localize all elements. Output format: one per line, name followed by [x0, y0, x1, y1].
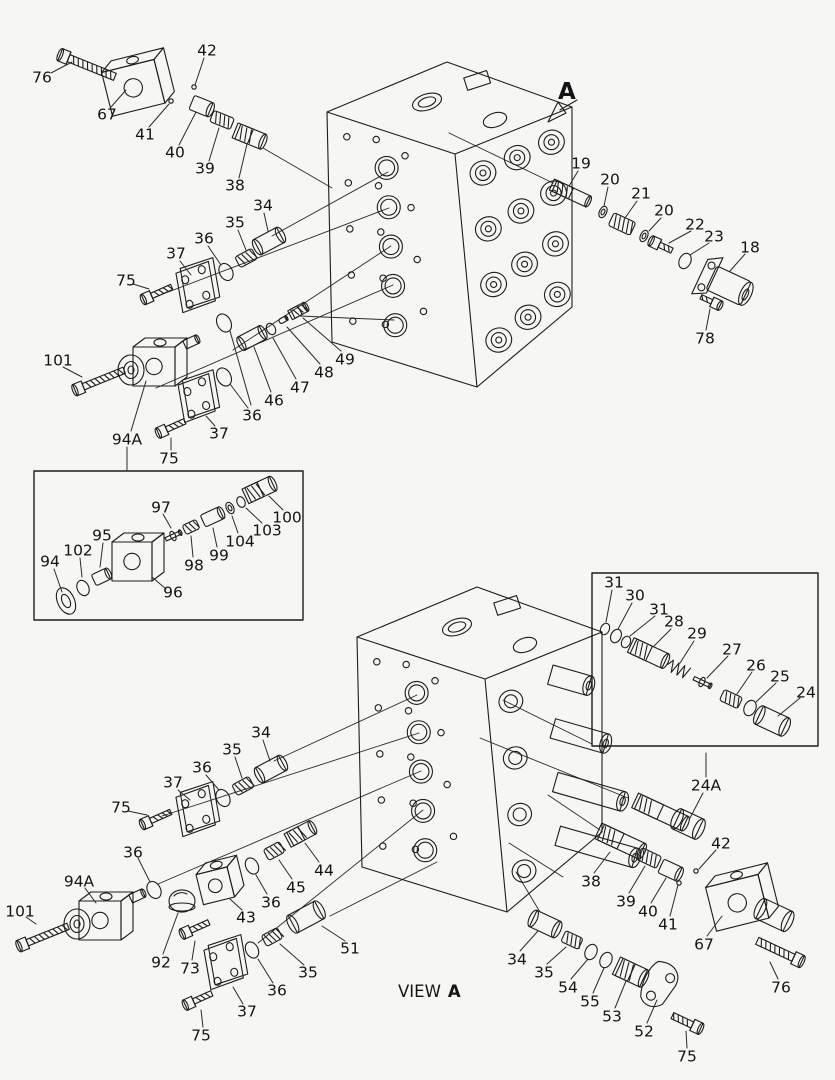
callout-34: 34 — [251, 723, 271, 742]
callout-103: 103 — [252, 521, 282, 540]
callout-36: 36 — [123, 843, 143, 862]
oring-36 — [243, 856, 262, 877]
cap-94 — [52, 585, 79, 617]
callout-43: 43 — [236, 908, 256, 927]
leader-28 — [654, 629, 671, 646]
callout-28: 28 — [664, 612, 684, 631]
leader-76 — [51, 62, 72, 73]
leader-52 — [647, 1000, 657, 1023]
callout-31: 31 — [649, 600, 669, 619]
leader-104 — [232, 516, 238, 533]
leader-35 — [238, 230, 246, 250]
callout-36: 36 — [242, 406, 262, 425]
leader-26 — [737, 672, 752, 694]
callout-53: 53 — [602, 1007, 622, 1026]
screw-73 — [178, 917, 211, 940]
leader-46 — [254, 347, 271, 392]
callout-19: 19 — [571, 154, 591, 173]
callout-101: 101 — [5, 902, 35, 921]
leader-94A — [131, 381, 146, 431]
callout-39: 39 — [616, 892, 636, 911]
axis-line — [274, 695, 417, 761]
callout-78: 78 — [695, 329, 715, 348]
valve-49 — [288, 301, 310, 319]
plate-37 — [174, 258, 221, 313]
callout-34: 34 — [507, 950, 527, 969]
leader-42 — [195, 58, 204, 85]
leader-19 — [569, 171, 578, 186]
callout-67: 67 — [694, 935, 714, 954]
callout-67: 67 — [97, 105, 117, 124]
leader-20 — [604, 187, 608, 206]
leader-18 — [730, 254, 745, 271]
callout-92: 92 — [151, 953, 171, 972]
screw-75 — [670, 1010, 705, 1035]
leader-41 — [149, 104, 169, 127]
leader-36 — [206, 775, 219, 790]
callout-40: 40 — [165, 143, 185, 162]
arrow-head-icon — [548, 102, 566, 122]
callout-31: 31 — [604, 573, 624, 592]
valve-99 — [200, 506, 226, 527]
leader-41 — [670, 885, 678, 916]
spring-29 — [665, 659, 690, 679]
oring-54 — [582, 942, 599, 961]
callout-98: 98 — [184, 556, 204, 575]
leader-21 — [625, 201, 637, 218]
leader-48 — [287, 327, 320, 364]
leader-102 — [80, 558, 82, 577]
callout-46: 46 — [264, 391, 284, 410]
washer-104 — [224, 501, 236, 515]
bolt-22 — [647, 235, 675, 256]
leader-29 — [680, 641, 694, 663]
leader-39 — [209, 128, 219, 161]
callout-94: 94 — [40, 552, 60, 571]
callout-leader-lines — [26, 58, 800, 1048]
plate-37 — [177, 370, 222, 423]
pin-41 — [169, 99, 173, 103]
leader-55 — [593, 968, 604, 993]
leader-34 — [520, 931, 538, 951]
leader-75 — [686, 1031, 687, 1048]
leader-36 — [258, 959, 273, 983]
plug-95 — [91, 567, 113, 586]
plug-53 — [612, 957, 651, 989]
callout-25: 25 — [770, 667, 790, 686]
leader-42 — [699, 850, 716, 869]
leader-78 — [706, 309, 710, 330]
callout-73: 73 — [180, 959, 200, 978]
callout-37: 37 — [209, 424, 229, 443]
callout-38: 38 — [581, 872, 601, 891]
callout-104: 104 — [225, 532, 255, 551]
oring-36 — [214, 311, 235, 334]
pin-41 — [677, 881, 681, 885]
callout-30: 30 — [625, 586, 645, 605]
leader-39 — [629, 866, 645, 893]
callout-75: 75 — [159, 449, 179, 468]
leader-45 — [279, 860, 292, 879]
oring-31 — [599, 622, 612, 637]
spring-98 — [182, 519, 200, 534]
callout-94A: 94A — [63, 872, 95, 891]
view-arrow-label: A — [558, 79, 576, 105]
axis-line — [548, 795, 600, 830]
plug-34 — [526, 909, 564, 940]
valve-block-18 — [692, 252, 761, 317]
callout-76: 76 — [32, 68, 52, 87]
callout-23: 23 — [704, 227, 724, 246]
callout-36: 36 — [192, 758, 212, 777]
oring-102 — [74, 578, 91, 597]
axis-line — [516, 872, 540, 912]
leader-95 — [100, 543, 103, 567]
screw-75 — [181, 988, 214, 1011]
callout-51: 51 — [340, 939, 360, 958]
washer-20 — [597, 205, 609, 219]
callout-75: 75 — [116, 271, 136, 290]
leader-54 — [571, 959, 588, 979]
leader-34 — [264, 213, 268, 231]
callout-102: 102 — [63, 541, 93, 560]
callout-75: 75 — [677, 1047, 697, 1066]
plug-40 — [658, 859, 685, 882]
axis-line — [330, 862, 437, 916]
spring-21 — [608, 213, 636, 236]
cartridge-38 — [232, 123, 269, 150]
leader-34 — [263, 740, 270, 761]
leader-76 — [770, 962, 778, 979]
callout-labels — [5, 42, 816, 1066]
leader-35 — [547, 947, 566, 964]
callout-26: 26 — [746, 656, 766, 675]
callout-39: 39 — [195, 159, 215, 178]
leader-27 — [707, 656, 728, 678]
callout-48: 48 — [314, 363, 334, 382]
leader-49 — [303, 318, 341, 351]
leader-31 — [606, 590, 612, 622]
pin-42 — [694, 869, 698, 873]
leader-37 — [233, 987, 243, 1004]
callout-44: 44 — [314, 861, 334, 880]
callout-94A: 94A — [111, 430, 143, 449]
callout-24: 24 — [796, 683, 816, 702]
callout-95: 95 — [92, 526, 112, 545]
axis-line — [449, 133, 553, 183]
callout-27: 27 — [722, 640, 742, 659]
leader-35 — [235, 757, 242, 778]
main-valve-body-bottom — [357, 587, 643, 912]
leader-98 — [191, 536, 193, 557]
oring-36 — [216, 261, 236, 283]
valve-44 — [284, 819, 318, 847]
spring-39 — [210, 110, 235, 129]
leader-30 — [618, 603, 632, 629]
leader-36 — [256, 875, 267, 894]
callout-37: 37 — [166, 244, 186, 263]
callout-36: 36 — [194, 229, 214, 248]
pilot-block-67 — [703, 863, 780, 931]
leader-36 — [230, 384, 248, 408]
ring-25 — [741, 698, 758, 717]
callout-97: 97 — [151, 498, 171, 517]
callout-42: 42 — [197, 41, 217, 60]
spring-26 — [719, 689, 742, 708]
pin-97 — [164, 527, 184, 543]
leader-36 — [208, 246, 221, 265]
block-43 — [194, 855, 246, 904]
callout-37: 37 — [163, 773, 183, 792]
leader-75 — [201, 1010, 203, 1027]
screw-75 — [138, 807, 173, 831]
spool-38 — [595, 823, 649, 860]
callout-34: 34 — [253, 196, 273, 215]
axis-line — [158, 771, 421, 884]
cap-92 — [169, 890, 195, 912]
pin-48 — [278, 315, 288, 324]
callout-24A: 24A — [690, 776, 722, 795]
callout-35: 35 — [225, 213, 245, 232]
callout-21: 21 — [631, 184, 651, 203]
callout-36: 36 — [261, 893, 281, 912]
main-valve-body-top — [327, 62, 574, 387]
callout-75: 75 — [111, 798, 131, 817]
cap-cylinder-67 — [751, 897, 796, 934]
cartridge-100 — [242, 475, 279, 504]
callout-45: 45 — [286, 878, 306, 897]
leader-31 — [630, 616, 655, 636]
leader-40 — [651, 878, 666, 903]
callout-55: 55 — [580, 992, 600, 1011]
callout-99: 99 — [209, 546, 229, 565]
screw-75 — [154, 416, 187, 439]
callout-18: 18 — [740, 238, 760, 257]
plug-34 — [250, 226, 288, 257]
view-title: VIEW A — [398, 982, 461, 1001]
callout-47: 47 — [290, 378, 310, 397]
leader-38 — [594, 852, 610, 873]
callout-40: 40 — [638, 902, 658, 921]
leader-94 — [54, 569, 62, 592]
callout-100: 100 — [272, 508, 302, 527]
plug-34 — [252, 754, 290, 785]
leader-40 — [179, 112, 196, 145]
bolt-101 — [14, 921, 70, 953]
plate-37 — [202, 935, 249, 990]
callout-37: 37 — [237, 1002, 257, 1021]
axis-line — [155, 208, 389, 297]
relief-valve-24A — [632, 793, 692, 832]
callout-76: 76 — [771, 978, 791, 997]
leader-92 — [163, 913, 178, 954]
pin-42 — [192, 85, 196, 89]
callout-35: 35 — [298, 963, 318, 982]
leader-44 — [305, 843, 319, 862]
leader-25 — [756, 683, 776, 702]
callout-49: 49 — [335, 350, 355, 369]
callout-38: 38 — [225, 176, 245, 195]
callout-35: 35 — [222, 740, 242, 759]
solenoid-valve-94A — [64, 888, 147, 940]
callout-96: 96 — [163, 583, 183, 602]
spring-45 — [263, 841, 286, 861]
spring-35 — [261, 927, 284, 947]
callout-75: 75 — [191, 1026, 211, 1045]
leader-24A — [690, 793, 703, 818]
callout-36: 36 — [267, 981, 287, 1000]
leader-38 — [239, 144, 247, 178]
leader-47 — [273, 338, 296, 379]
bolt-76 — [754, 935, 806, 969]
callout-52: 52 — [634, 1022, 654, 1041]
axis-line — [263, 148, 332, 188]
callout-35: 35 — [534, 963, 554, 982]
callout-22: 22 — [685, 215, 705, 234]
axis-line — [233, 246, 391, 350]
oring-103 — [235, 495, 247, 508]
axis-line — [503, 700, 592, 744]
exploded-parts — [14, 48, 806, 1036]
leader-67 — [707, 916, 722, 936]
bracket-52 — [635, 957, 683, 1012]
spring-35 — [235, 248, 258, 268]
callout-54: 54 — [558, 978, 578, 997]
callout-29: 29 — [687, 624, 707, 643]
leader-36 — [138, 858, 150, 882]
sleeve-28 — [627, 638, 671, 670]
poppet-27 — [692, 674, 714, 691]
screw-75 — [139, 282, 174, 306]
oring-55 — [597, 950, 614, 969]
leader-99 — [213, 528, 217, 547]
leader-35 — [280, 944, 304, 965]
callout-101: 101 — [43, 351, 73, 370]
leader-67 — [111, 90, 126, 107]
screw-78 — [699, 292, 725, 311]
spring-35 — [561, 931, 584, 950]
block-96 — [112, 533, 164, 581]
leader-73 — [192, 941, 195, 960]
callout-20: 20 — [600, 170, 620, 189]
callout-20: 20 — [654, 201, 674, 220]
leader-53 — [615, 981, 626, 1008]
callout-41: 41 — [135, 125, 155, 144]
leader-20 — [649, 218, 661, 231]
callout-41: 41 — [658, 915, 678, 934]
callout-42: 42 — [711, 834, 731, 853]
